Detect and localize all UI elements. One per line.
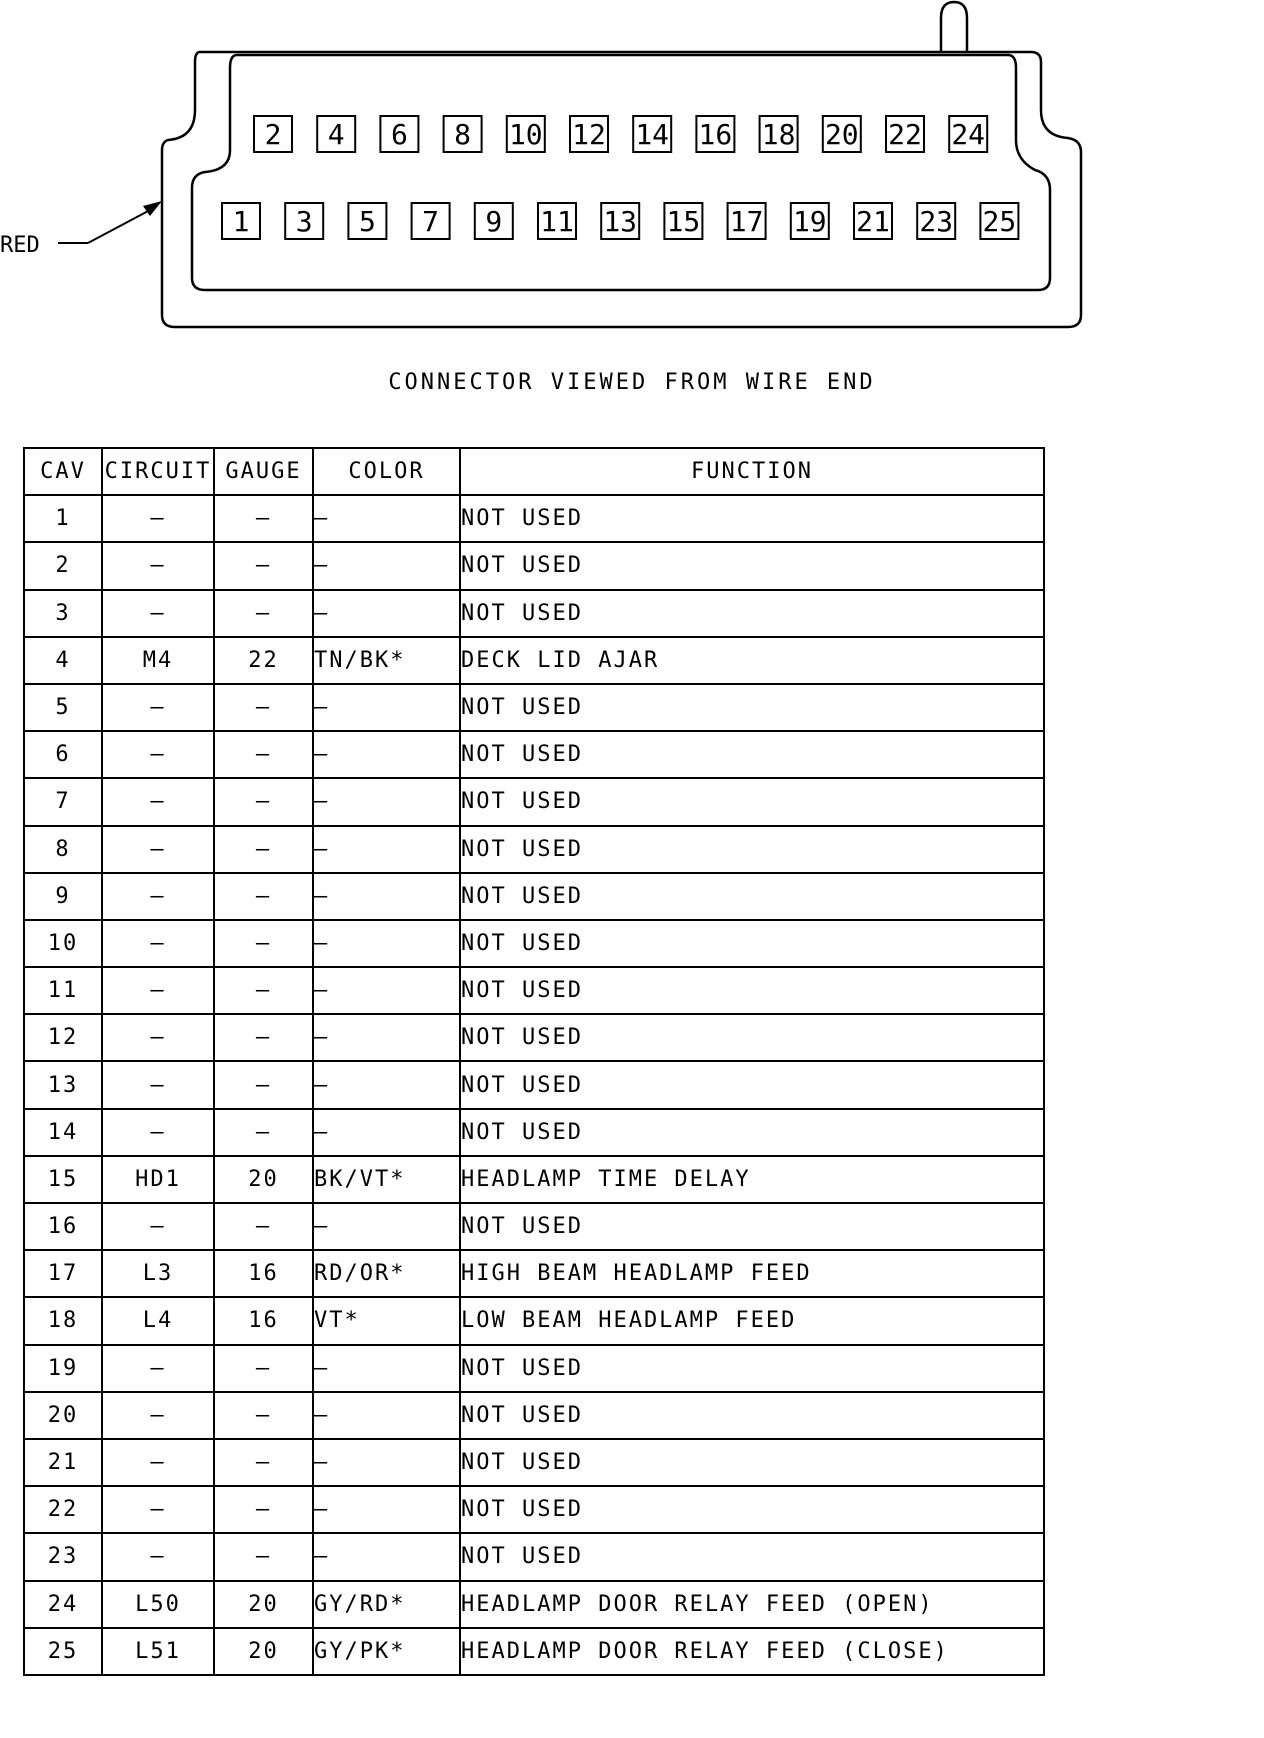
cavity-4 [317,116,355,152]
cell-gauge: — [214,1061,313,1108]
table-row [24,1439,1044,1486]
cavity-number: 2 [264,118,282,151]
cell-gauge: 16 [214,1297,313,1344]
cavity-7 [412,203,450,239]
caption-text: CONNECTOR VIEWED FROM WIRE END [388,370,876,395]
cavity-number: 24 [951,118,986,151]
cell-color: — [313,542,460,589]
cavity-number: 7 [422,205,440,238]
cavity-1 [222,203,260,239]
cell-circuit: HD1 [102,1156,214,1203]
cell-cav: 22 [24,1486,102,1533]
cell-color: — [313,684,460,731]
cell-circuit: — [102,873,214,920]
cell-color: — [313,1345,460,1392]
cell-gauge: — [214,826,313,873]
cell-gauge: — [214,920,313,967]
cell-cav: 17 [24,1250,102,1297]
cavity-16 [696,116,734,152]
cell-function: NOT USED [460,731,1044,778]
cell-color: — [313,1014,460,1061]
table-row [24,1250,1044,1297]
table-row [24,967,1044,1014]
cell-circuit: — [102,590,214,637]
cell-color: — [313,495,460,542]
cavity-number: 17 [729,205,764,238]
cell-circuit: — [102,1345,214,1392]
cavity-number: 3 [295,205,313,238]
cell-circuit: — [102,1392,214,1439]
cell-function: NOT USED [460,1439,1044,1486]
cell-cav: 19 [24,1345,102,1392]
cavity-number: 12 [572,118,606,151]
cell-function: NOT USED [460,684,1044,731]
cell-function: NOT USED [460,778,1044,825]
cell-circuit: — [102,826,214,873]
cell-function: NOT USED [460,1061,1044,1108]
cell-color: GY/PK* [313,1628,460,1675]
cell-color: VT* [313,1297,460,1344]
cell-circuit: — [102,1109,214,1156]
callout-label: RED [0,233,40,258]
cell-gauge: — [214,1486,313,1533]
cavity-number: 13 [603,205,638,238]
cavity-9 [475,203,513,239]
cavity-18 [760,116,798,152]
cavity-number: 23 [919,205,954,238]
cell-color: — [313,967,460,1014]
cell-cav: 2 [24,542,102,589]
cavity-number: 18 [761,118,796,151]
cell-circuit: L50 [102,1581,214,1628]
cell-gauge: — [214,590,313,637]
cell-circuit: — [102,920,214,967]
table-row [24,1345,1044,1392]
cavity-19 [791,203,829,239]
cell-function: NOT USED [460,542,1044,589]
cell-gauge: — [214,1345,313,1392]
cavity-number: 14 [635,118,670,151]
connector-housing-outer [162,52,1081,327]
cell-gauge: — [214,731,313,778]
cell-function: NOT USED [460,873,1044,920]
cell-cav: 5 [24,684,102,731]
cell-circuit: M4 [102,637,214,684]
cell-color: — [313,873,460,920]
cavity-8 [444,116,482,152]
cell-gauge: — [214,1109,313,1156]
table-row [24,1109,1044,1156]
cavity-12 [570,116,608,152]
connector-latch-tab [941,2,967,52]
cell-function: NOT USED [460,920,1044,967]
cavity-10 [507,116,545,152]
cell-circuit: — [102,1203,214,1250]
header-function: FUNCTION [460,448,1044,495]
diagram-caption [0,370,1264,395]
cell-cav: 11 [24,967,102,1014]
cell-circuit: — [102,684,214,731]
cell-function: NOT USED [460,1533,1044,1580]
cell-circuit: — [102,731,214,778]
cell-cav: 25 [24,1628,102,1675]
cell-cav: 24 [24,1581,102,1628]
cavity-21 [854,203,892,239]
cell-circuit: — [102,1533,214,1580]
cell-function: NOT USED [460,1203,1044,1250]
cavity-number: 6 [390,118,408,151]
table-row [24,1014,1044,1061]
cavity-number: 16 [698,118,733,151]
table-row [24,731,1044,778]
cell-gauge: — [214,684,313,731]
table-row [24,920,1044,967]
table-row [24,1581,1044,1628]
table-row [24,778,1044,825]
cell-gauge: 20 [214,1581,313,1628]
cell-function: NOT USED [460,967,1044,1014]
cell-cav: 13 [24,1061,102,1108]
cavity-number: 9 [485,205,503,238]
cell-gauge: — [214,1392,313,1439]
cell-function: LOW BEAM HEADLAMP FEED [460,1297,1044,1344]
table-row [24,590,1044,637]
cell-circuit: — [102,542,214,589]
cell-cav: 21 [24,1439,102,1486]
cavity-11 [538,203,576,239]
cell-gauge: — [214,495,313,542]
cell-function: HEADLAMP DOOR RELAY FEED (CLOSE) [460,1628,1044,1675]
cell-function: NOT USED [460,1486,1044,1533]
table-row [24,637,1044,684]
cavity-15 [664,203,702,239]
cavity-24 [949,116,987,152]
cell-circuit: — [102,1486,214,1533]
cell-cav: 1 [24,495,102,542]
cavity-number: 22 [888,118,922,151]
cavity-number: 10 [508,118,543,151]
cell-circuit: — [102,495,214,542]
cell-color: — [313,826,460,873]
cell-function: NOT USED [460,1014,1044,1061]
cell-color: — [313,1203,460,1250]
cell-cav: 16 [24,1203,102,1250]
cell-color: TN/BK* [313,637,460,684]
cell-color: — [313,1439,460,1486]
cell-gauge: — [214,873,313,920]
cell-cav: 15 [24,1156,102,1203]
cell-gauge: — [214,1014,313,1061]
header-circuit: CIRCUIT [102,448,214,495]
cell-color: GY/RD* [313,1581,460,1628]
cell-function: DECK LID AJAR [460,637,1044,684]
cell-cav: 3 [24,590,102,637]
header-cav: CAV [24,448,102,495]
cell-gauge: — [214,1203,313,1250]
cell-circuit: — [102,1061,214,1108]
cavity-22 [886,116,924,152]
cell-gauge: — [214,778,313,825]
cavity-23 [917,203,955,239]
cavity-number: 4 [327,118,345,151]
cell-cav: 20 [24,1392,102,1439]
cell-circuit: — [102,1439,214,1486]
cell-circuit: L51 [102,1628,214,1675]
cell-circuit: L4 [102,1297,214,1344]
cell-cav: 23 [24,1533,102,1580]
cell-cav: 7 [24,778,102,825]
table-row [24,1392,1044,1439]
cell-color: BK/VT* [313,1156,460,1203]
cell-function: NOT USED [460,1392,1044,1439]
table-row [24,684,1044,731]
table-row [24,1486,1044,1533]
cell-gauge: 20 [214,1156,313,1203]
cavity-number: 19 [792,205,827,238]
cavity-number: 1 [232,205,250,238]
cavity-number: 15 [666,205,701,238]
cell-color: — [313,1109,460,1156]
cell-cav: 9 [24,873,102,920]
cell-gauge: — [214,967,313,1014]
cell-circuit: — [102,778,214,825]
cell-color: — [313,1392,460,1439]
cell-gauge: — [214,1439,313,1486]
cell-function: HIGH BEAM HEADLAMP FEED [460,1250,1044,1297]
cavity-number: 8 [454,118,472,151]
pinout-table [23,447,1045,1676]
table-row [24,1156,1044,1203]
cell-gauge: 22 [214,637,313,684]
cavity-13 [601,203,639,239]
cell-cav: 18 [24,1297,102,1344]
cavity-17 [728,203,766,239]
cell-cav: 12 [24,1014,102,1061]
cavity-25 [980,203,1018,239]
cell-color: — [313,1486,460,1533]
cavity-number: 11 [540,205,574,238]
connector-diagram [0,0,1264,340]
cavity-number: 5 [358,205,376,238]
table-row [24,495,1044,542]
callout-arrow-line [88,210,150,243]
cell-function: HEADLAMP TIME DELAY [460,1156,1044,1203]
cell-circuit: — [102,1014,214,1061]
table-row [24,542,1044,589]
table-row [24,1628,1044,1675]
cell-color: — [313,778,460,825]
table-row [24,873,1044,920]
cell-cav: 8 [24,826,102,873]
cell-gauge: — [214,1533,313,1580]
cell-cav: 6 [24,731,102,778]
cavity-number: 21 [856,205,890,238]
cell-function: NOT USED [460,1345,1044,1392]
cell-gauge: 16 [214,1250,313,1297]
table-row [24,826,1044,873]
callout-arrowhead [143,201,162,216]
cell-function: NOT USED [460,495,1044,542]
cavity-14 [633,116,671,152]
cavity-number: 20 [824,118,859,151]
table-row [24,1297,1044,1344]
cell-gauge: — [214,542,313,589]
cavity-2 [254,116,292,152]
table-row [24,1061,1044,1108]
cavity-5 [348,203,386,239]
cavity-number: 25 [982,205,1017,238]
cell-circuit: L3 [102,1250,214,1297]
cell-color: — [313,590,460,637]
cell-function: NOT USED [460,1109,1044,1156]
header-gauge: GAUGE [214,448,313,495]
cell-color: — [313,731,460,778]
cell-function: NOT USED [460,590,1044,637]
cell-color: — [313,1533,460,1580]
cell-circuit: — [102,967,214,1014]
table-row [24,1533,1044,1580]
cell-color: RD/OR* [313,1250,460,1297]
table-row [24,1203,1044,1250]
cell-gauge: 20 [214,1628,313,1675]
cell-function: HEADLAMP DOOR RELAY FEED (OPEN) [460,1581,1044,1628]
cavity-6 [380,116,418,152]
cavity-20 [823,116,861,152]
table-header-row [24,448,1044,495]
cell-function: NOT USED [460,826,1044,873]
cell-color: — [313,1061,460,1108]
cell-cav: 10 [24,920,102,967]
cavity-3 [285,203,323,239]
header-color: COLOR [313,448,460,495]
cell-cav: 4 [24,637,102,684]
cell-color: — [313,920,460,967]
cell-cav: 14 [24,1109,102,1156]
